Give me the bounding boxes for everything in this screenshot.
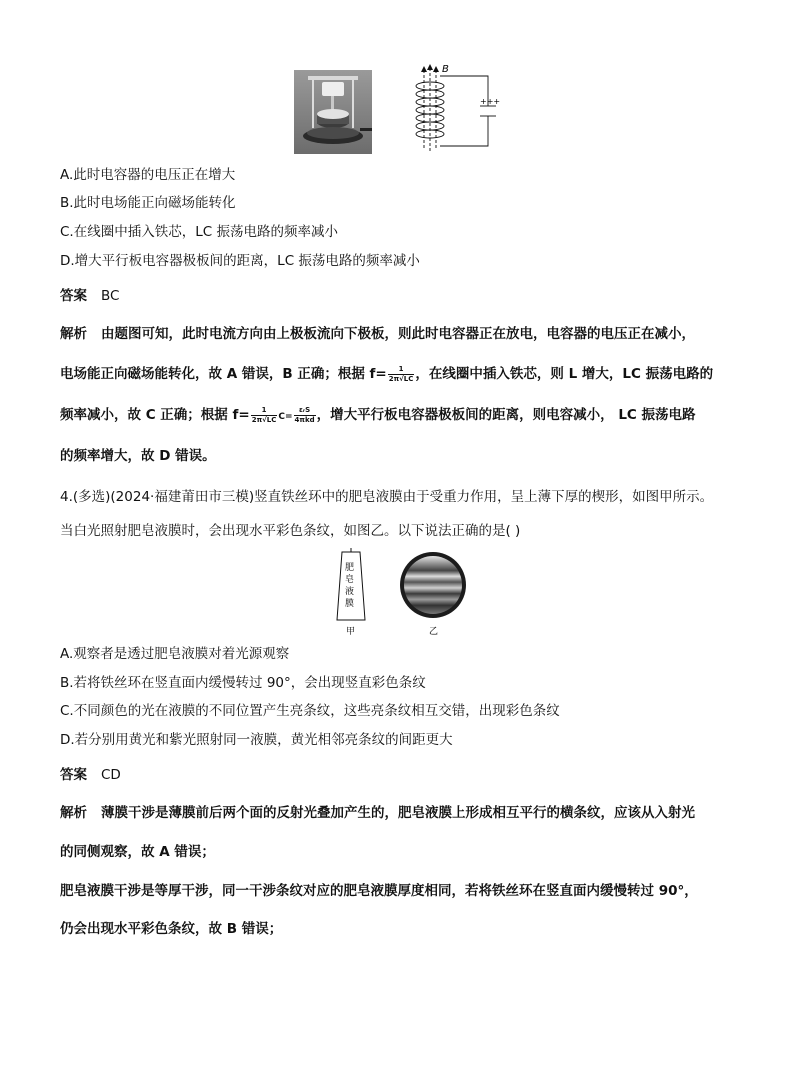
q4-stem-line-1: 4.(多选)(2024·福建莆田市三模)竖直铁丝环中的肥皂液膜由于受重力作用，呈上薄下厚的楔形，如图甲所示。 [60, 489, 714, 505]
answer-label: 答案 [60, 767, 87, 783]
formula-capacitance: $\frac{\text{εᵣS}}{\text{4πkd}}$ [294, 405, 315, 424]
q4-analysis-line-1: 解析 薄膜干涉是薄膜前后两个面的反射光叠加产生的，肥皂液膜上形成相互平行的横条纹，应该从入射光 [60, 805, 695, 821]
caption-right: 乙 [429, 627, 439, 637]
q3-answer [60, 286, 119, 306]
q3-analysis-line-2: 电场能正向磁场能转化，故 A 错误，B 正确；根据 f= $\frac{1}{2\pi√LC}$ ，在线圈中插入铁芯，则 L 增大，LC 振荡电路的 [60, 364, 714, 383]
q4-analysis-line-3: 肥皂液膜干涉是等厚干涉，同一干涉条纹对应的肥皂液膜厚度相同，若将铁丝环在竖直面内缓慢转过 90°， [60, 883, 698, 899]
answer-label: 答案 [60, 288, 87, 304]
q4-analysis-line-2: 的同侧观察，故 A 错误； [60, 844, 215, 860]
formula-frequency: $\frac{1}{2\pi√LC}$ [388, 364, 414, 383]
film-label-char: 膜 [345, 599, 355, 609]
analysis-label: 解析 [60, 805, 87, 821]
apparatus-photo [294, 70, 372, 154]
svg-text:+++: +++ [480, 97, 500, 106]
film-label-char: 肥 [345, 563, 355, 573]
answer-value: BC [101, 288, 120, 304]
answer-value: CD [101, 767, 121, 783]
film-label-char: 液 [345, 587, 355, 597]
q3-analysis-line-1: 解析 由题图可知，此时电流方向由上极板流向下极板，则此时电容器正在放电，电容器的电压正在减小， [60, 326, 695, 342]
formula-frequency-2: $\frac{1}{2\pi√LC}$ [251, 405, 277, 424]
caption-left: 甲 [346, 627, 356, 637]
q4-stem-line-2: 当白光照射肥皂液膜时，会出现水平彩色条纹，如图乙。以下说法正确的是( ) [60, 523, 521, 539]
q4-answer [60, 765, 121, 785]
q3-option-b: B.此时电场能正向磁场能转化 [60, 195, 236, 211]
q3-option-d: D.增大平行板电容器极板间的距离，LC 振荡电路的频率减小 [60, 253, 420, 269]
analysis-label: 解析 [60, 326, 87, 342]
film-label-char: 皂 [345, 575, 355, 585]
q4-option-c: C.不同颜色的光在液膜的不同位置产生亮条纹，这些亮条纹相互交错，出现彩色条纹 [60, 703, 560, 719]
q3-analysis-line-3: 频率减小，故 C 正确；根据 f= $\frac{1}{2\pi√LC}$ C= $\frac{\text{εᵣS}}{\text{4πkd}}$ ，增大平行板电容器极板间的距离，则电容减小， LC 振荡电路 [60, 405, 696, 424]
q3-option-c: C.在线圈中插入铁芯，LC 振荡电路的频率减小 [60, 224, 338, 240]
lc-circuit-diagram [404, 62, 500, 156]
q3-analysis-line-4: 的频率增大，故 D 错误。 [60, 448, 216, 464]
q4-analysis-line-4: 仍会出现水平彩色条纹，故 B 错误； [60, 921, 283, 937]
soap-film-figure [330, 548, 470, 642]
field-label-b: B [442, 64, 449, 75]
q4-option-a: A.观察者是透过肥皂液膜对着光源观察 [60, 646, 290, 662]
q3-option-a: A.此时电容器的电压正在增大 [60, 167, 236, 183]
q4-option-b: B.若将铁丝环在竖直面内缓慢转过 90°，会出现竖直彩色条纹 [60, 675, 426, 691]
q4-option-d: D.若分别用黄光和紫光照射同一液膜，黄光相邻亮条纹的间距更大 [60, 732, 453, 748]
